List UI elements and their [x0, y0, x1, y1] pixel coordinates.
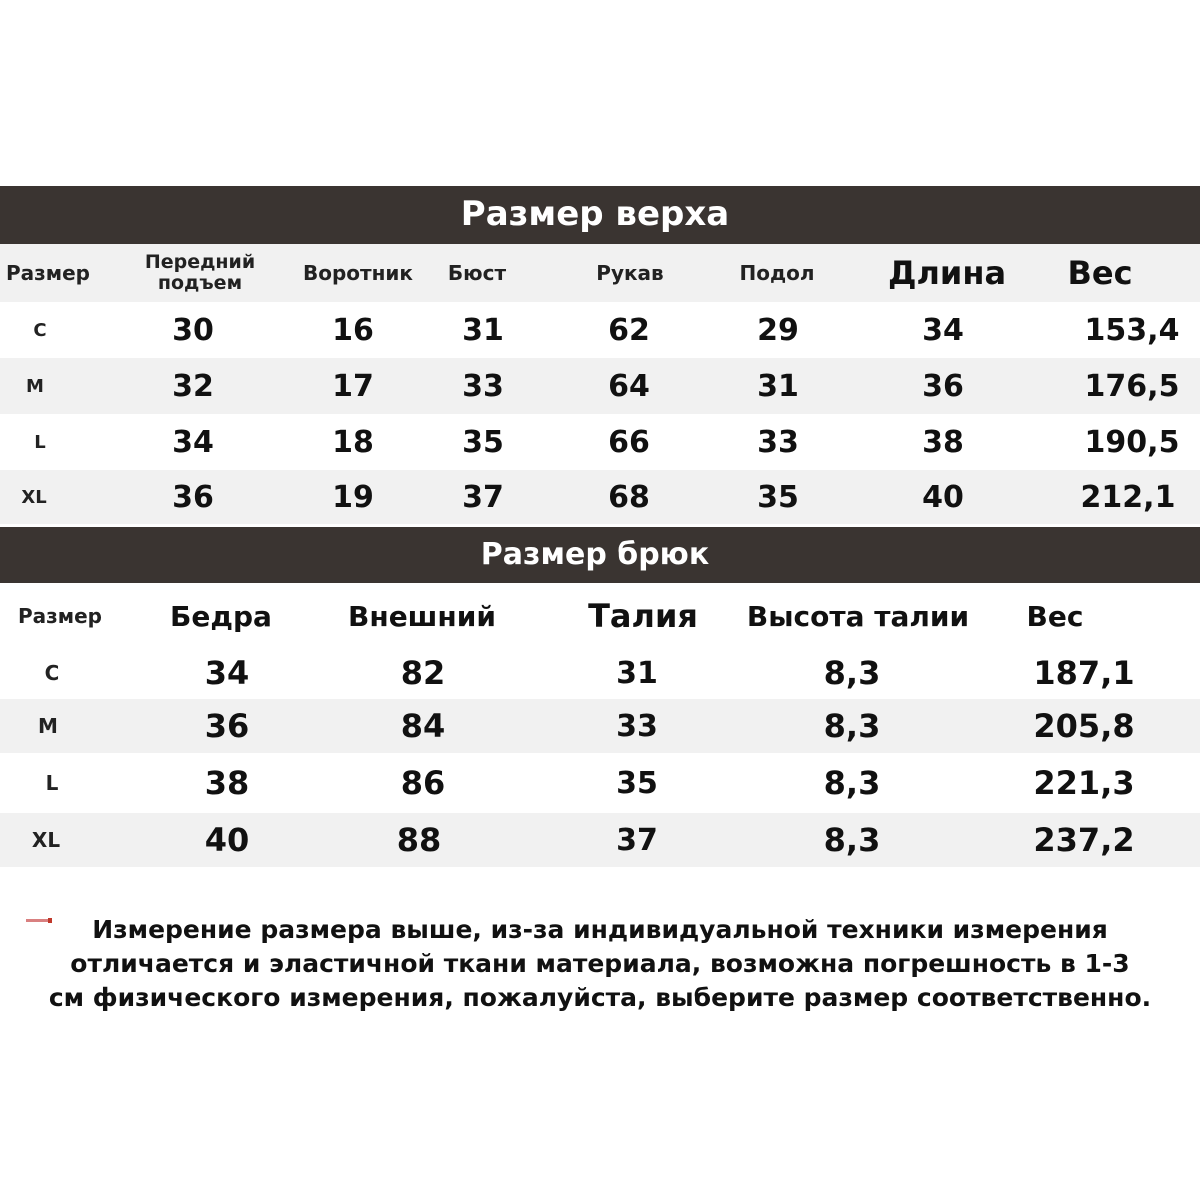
front-rise-value: 30: [172, 312, 214, 348]
collar-value: 18: [332, 424, 374, 460]
sleeve-value: 62: [608, 312, 650, 348]
tops-header-weight: Вес: [1067, 254, 1133, 292]
pants-row-l: [0, 753, 1200, 813]
bust-value: 33: [462, 368, 504, 404]
tops-header-front-rise: [130, 244, 270, 302]
waist-value: 33: [616, 708, 658, 744]
tops-row-m: [0, 358, 1200, 414]
bust-value: 37: [462, 479, 504, 515]
tops-row-l: [0, 414, 1200, 470]
tops-header-sleeve: Рукав: [596, 261, 664, 285]
weight-value: 176,5: [1084, 368, 1180, 404]
size-label: C: [33, 319, 47, 341]
tops-header-hem: Подол: [739, 261, 815, 285]
sleeve-value: 66: [608, 424, 650, 460]
size-label: XL: [31, 828, 61, 852]
weight-value: 190,5: [1084, 424, 1180, 460]
note-line-3: см физического измерения, пожалуйста, выберите размер соответственно.: [48, 983, 1152, 1012]
tops-header-row: [0, 244, 1200, 302]
pants-title: Размер брюк: [480, 537, 710, 572]
waist-height-value: 8,3: [823, 764, 881, 802]
hips-value: 38: [204, 764, 250, 802]
tops-header-length: Длина: [887, 254, 1007, 292]
pants-header-weight: Вес: [1026, 599, 1084, 633]
note-line-2: отличается и эластичной ткани материала, возможна погрешность в 1-3: [70, 949, 1130, 978]
weight-value: 205,8: [1033, 707, 1135, 745]
size-label: L: [34, 431, 46, 453]
length-value: 36: [922, 368, 964, 404]
tops-header-front-rise-line1: Передний: [144, 251, 256, 273]
tops-header-size: Размер: [5, 261, 90, 285]
weight-value: 221,3: [1033, 764, 1135, 802]
pants-row-m: [0, 699, 1200, 753]
collar-value: 17: [332, 368, 374, 404]
outseam-value: 88: [396, 821, 442, 859]
waist-height-value: 8,3: [823, 821, 881, 859]
length-value: 40: [922, 479, 964, 515]
hem-value: 31: [757, 368, 799, 404]
size-label: M: [38, 714, 58, 738]
bust-value: 31: [462, 312, 504, 348]
sleeve-value: 64: [608, 368, 650, 404]
pants-header-size: Размер: [17, 604, 102, 628]
hem-value: 33: [757, 424, 799, 460]
pants-header-row: [0, 585, 1200, 647]
pants-header-waist-height: Высота талии: [746, 599, 970, 633]
hips-value: 40: [204, 821, 250, 859]
outseam-value: 84: [400, 707, 446, 745]
measurement-note: [0, 913, 1200, 1015]
hem-value: 35: [757, 479, 799, 515]
weight-value: 153,4: [1084, 312, 1180, 348]
tops-title: Размер верха: [460, 194, 730, 234]
outseam-value: 86: [400, 764, 446, 802]
outseam-value: 82: [400, 654, 446, 692]
front-rise-value: 34: [172, 424, 214, 460]
waist-height-value: 8,3: [823, 707, 881, 745]
size-label: M: [26, 375, 44, 397]
sleeve-value: 68: [608, 479, 650, 515]
hem-value: 29: [757, 312, 799, 348]
waist-height-value: 8,3: [823, 654, 881, 692]
pants-header-waist: Талия: [588, 597, 698, 635]
size-label: L: [45, 771, 59, 795]
size-label: XL: [21, 486, 47, 508]
pants-row-c: [0, 647, 1200, 699]
length-value: 38: [922, 424, 964, 460]
weight-value: 212,1: [1080, 479, 1176, 515]
tops-header-bust: Бюст: [447, 261, 507, 285]
pants-header-hips: Бедра: [170, 599, 272, 633]
tops-row-xl: [0, 470, 1200, 524]
pants-title-band: [0, 527, 1200, 583]
waist-value: 37: [616, 822, 658, 858]
weight-value: 237,2: [1033, 821, 1135, 859]
tops-row-c: [0, 302, 1200, 358]
tops-header-front-rise-line2: подъем: [157, 272, 243, 294]
collar-value: 16: [332, 312, 374, 348]
tops-header-collar: Воротник: [302, 261, 414, 285]
hips-value: 34: [204, 654, 250, 692]
weight-value: 187,1: [1033, 654, 1135, 692]
length-value: 34: [922, 312, 964, 348]
front-rise-value: 32: [172, 368, 214, 404]
note-line-1: Измерение размера выше, из-за индивидуальной техники измерения: [92, 915, 1108, 944]
pants-header-outseam: Внешний: [348, 599, 496, 633]
waist-value: 31: [616, 655, 658, 691]
size-label: C: [44, 661, 60, 685]
tops-title-band: [0, 186, 1200, 244]
collar-value: 19: [332, 479, 374, 515]
front-rise-value: 36: [172, 479, 214, 515]
hips-value: 36: [204, 707, 250, 745]
waist-value: 35: [616, 765, 658, 801]
pants-row-xl: [0, 813, 1200, 867]
bust-value: 35: [462, 424, 504, 460]
